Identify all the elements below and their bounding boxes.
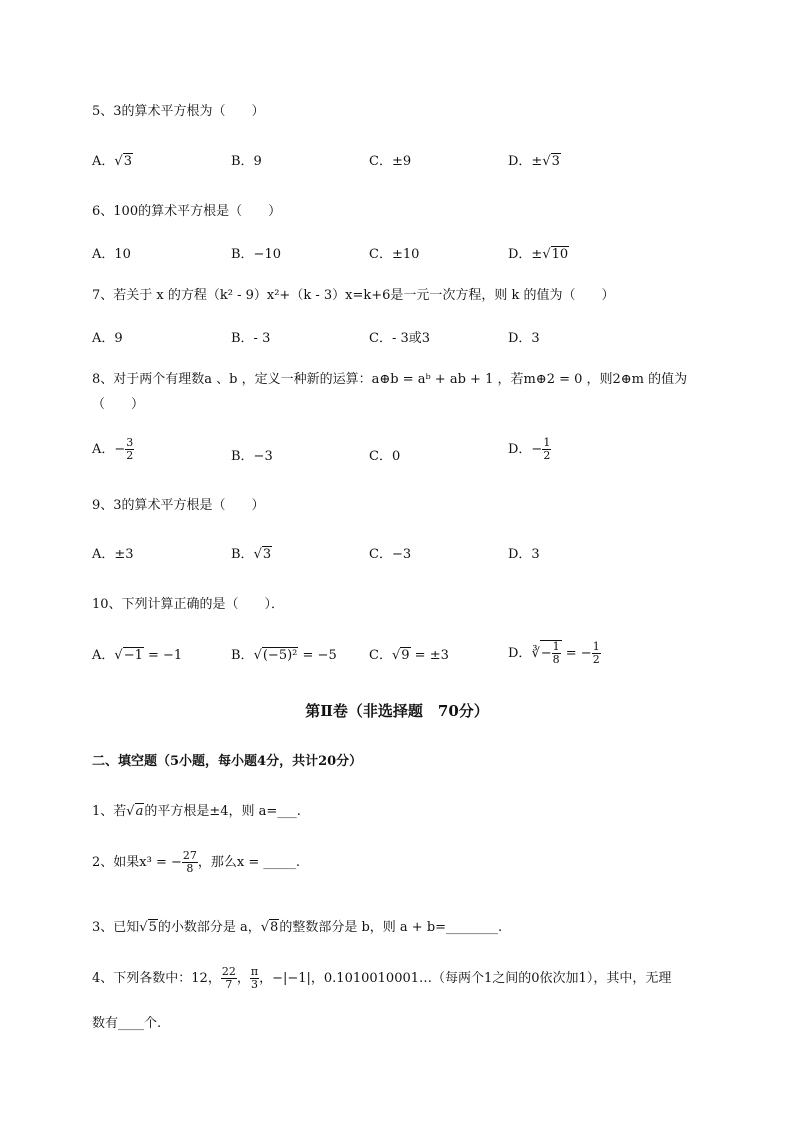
option-a[interactable]: A．√−1 = −1 [92, 648, 183, 663]
question-6-stem: 6、100的算术平方根是（ ） [92, 204, 282, 219]
fraction: $\frac{3}{2}$ [126, 436, 134, 462]
option-b[interactable]: B．−10 [231, 247, 281, 262]
option-c[interactable]: C．- 3或3 [369, 331, 431, 346]
section-title: 第Ⅱ卷（非选择题 70分） [305, 702, 489, 720]
fraction: $\frac{22}{7}$ [221, 965, 236, 991]
fraction: $\frac{1}{8}$ [552, 640, 560, 666]
option-c[interactable]: C．−3 [369, 547, 412, 562]
question-8-options [92, 437, 712, 471]
fraction: $\frac{\pi}{3}$ [250, 965, 259, 991]
option-c[interactable]: C．±9 [369, 154, 412, 169]
fill-question-3: 3、已知√5的小数部分是 a，√8的整数部分是 b，则 a + b=________. [92, 920, 503, 935]
option-b[interactable]: B．−3 [231, 449, 273, 464]
question-9-options [92, 543, 712, 565]
option-d[interactable]: D．− $\frac{1}{2}$ [508, 436, 551, 462]
option-d[interactable]: D．∛− $\frac{1}{8}$ = − $\frac{1}{2}$ [508, 640, 600, 666]
fill-question-2: 2、如果x³ = − $\frac{27}{8}$ ，那么x = _____. [92, 849, 300, 875]
question-9-stem: 9、3的算术平方根是（ ） [92, 498, 265, 513]
question-8-stem-cont: （ ） [92, 397, 145, 412]
option-b[interactable]: B．√(−5)² = −5 [231, 648, 337, 663]
fraction: $\frac{27}{8}$ [182, 849, 197, 875]
option-c[interactable]: C．√9 = ±3 [369, 648, 449, 663]
option-a[interactable]: A．− $\frac{3}{2}$ [92, 436, 134, 462]
fill-question-1: 1、若√a的平方根是±4，则 a=___. [92, 804, 301, 819]
option-c[interactable]: C．0 [369, 449, 401, 464]
subsection-heading: 二、填空题（5小题，每小题4分，共计20分） [92, 754, 363, 769]
fraction: $\frac{1}{2}$ [592, 640, 600, 666]
fraction: $\frac{1}{2}$ [543, 436, 551, 462]
question-5-options [92, 150, 712, 172]
question-10-options [92, 640, 712, 670]
option-a[interactable]: A．√3 [92, 154, 132, 169]
option-b[interactable]: B．9 [231, 154, 262, 169]
option-d[interactable]: D．3 [508, 547, 540, 562]
option-a[interactable]: A．±3 [92, 547, 134, 562]
question-8-stem: 8、对于两个有理数a 、b ，定义一种新的运算：a⊕b = aᵇ + ab + 1 ，若m⊕2 = 0 ，则2⊕m 的值为 [92, 372, 688, 387]
question-10-stem: 10、下列计算正确的是（ ）． [92, 597, 285, 612]
option-b[interactable]: B．- 3 [231, 331, 271, 346]
fill-question-4-cont: 数有____个. [92, 1016, 162, 1031]
option-c[interactable]: C．±10 [369, 247, 420, 262]
question-5-stem: 5、3的算术平方根为（ ） [92, 104, 265, 119]
option-d[interactable]: D．3 [508, 331, 540, 346]
question-6-options [92, 243, 712, 265]
fill-question-4: 4、下列各数中：12， $\frac{22}{7}$ ， $\frac{\pi}{3}$ ，−|−1|，0.1010010001…（每两个1之间的0依次加1），其中，无理 [92, 965, 672, 991]
question-7-stem: 7、若关于 x 的方程（k² - 9）x²+（k - 3）x=k+6是一元一次方程，则 k 的值为（ ） [92, 288, 615, 303]
option-d[interactable]: D．±√10 [508, 247, 569, 262]
question-7-options [92, 327, 712, 349]
option-b[interactable]: B．√3 [231, 547, 272, 562]
option-a[interactable]: A．10 [92, 247, 131, 262]
option-d[interactable]: D．±√3 [508, 154, 560, 169]
option-a[interactable]: A．9 [92, 331, 123, 346]
